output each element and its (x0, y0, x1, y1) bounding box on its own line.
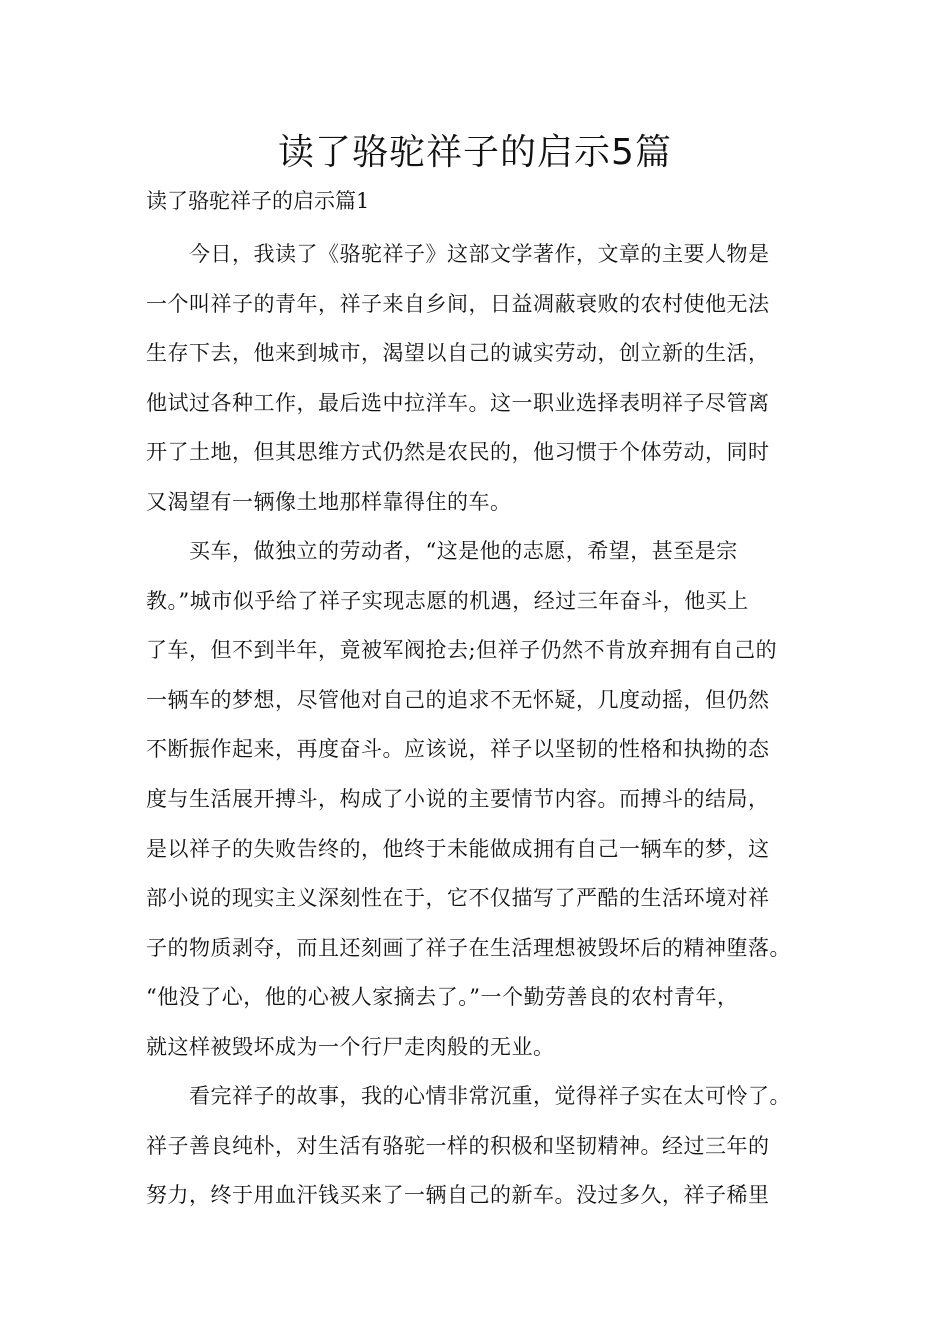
paragraph-line: 又渴望有一辆像土地那样靠得住的车。 (146, 489, 512, 514)
paragraph-line: 一个叫祥子的青年，祥子来自乡间，日益凋蔽衰败的农村使他无法 (146, 291, 770, 316)
paragraph-2 (146, 527, 826, 1073)
paragraph-line: 了车，但不到半年，竟被军阀抢去;但祥子仍然不肯放弃拥有自己的 (146, 638, 778, 663)
paragraph-line: 不断振作起来，再度奋斗。应该说，祥子以坚韧的性格和执拗的态 (146, 737, 770, 762)
paragraph-3 (146, 1072, 826, 1221)
paragraph-line: 他试过各种工作，最后选中拉洋车。这一职业选择表明祥子尽管离 (146, 390, 770, 415)
paragraph-line: 度与生活展开搏斗，构成了小说的主要情节内容。而搏斗的结局， (146, 786, 770, 811)
paragraph-line: 教。”城市似乎给了祥子实现志愿的机遇，经过三年奋斗，他买上 (146, 588, 749, 613)
paragraph-line: 子的物质剥夺，而且还刻画了祥子在生活理想被毁坏后的精神堕落。 (146, 935, 791, 960)
paragraph-line: 努力，终于用血汗钱买来了一辆自己的新车。没过多久，祥子稀里 (146, 1183, 770, 1208)
paragraph-line: 祥子善良纯朴，对生活有骆驼一样的积极和坚韧精神。经过三年的 (146, 1133, 770, 1158)
paragraph-line: 生存下去，他来到城市，渴望以自己的诚实劳动，创立新的生活， (146, 341, 770, 366)
document-title: 读了骆驼祥子的启示5篇 (278, 132, 672, 173)
section-heading: 读了骆驼祥子的启示篇1 (146, 189, 370, 213)
paragraph-line: 买车，做独立的劳动者，“这是他的志愿，希望，甚至是宗 (146, 539, 738, 563)
paragraph-line: 就这样被毁坏成为一个行尸走肉般的无业。 (146, 1034, 555, 1059)
paragraph-line: 开了土地，但其思维方式仍然是农民的，他习惯于个体劳动，同时 (146, 440, 770, 465)
paragraph-line: 一辆车的梦想，尽管他对自己的追求不无怀疑，几度动摇，但仍然 (146, 687, 770, 712)
paragraph-1 (146, 230, 826, 528)
paragraph-line: “他没了心，他的心被人家摘去了。”一个勤劳善良的农村青年， (146, 985, 739, 1010)
paragraph-line: 部小说的现实主义深刻性在于，它不仅描写了严酷的生活环境对祥 (146, 886, 770, 911)
paragraph-line: 看完祥子的故事，我的心情非常沉重，觉得祥子实在太可怜了。 (146, 1084, 791, 1108)
paragraph-line: 今日，我读了《骆驼祥子》这部文学著作，文章的主要人物是 (146, 242, 770, 266)
paragraph-line: 是以祥子的失败告终的，他终于未能做成拥有自己一辆车的梦，这 (146, 836, 770, 861)
